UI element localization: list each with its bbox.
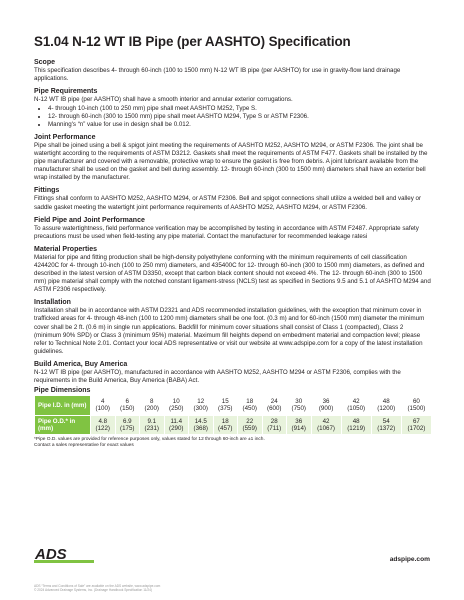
table-cell <box>116 416 140 435</box>
logo-text: ADS <box>35 546 67 563</box>
table-cell <box>214 396 238 415</box>
cell-mm: (122) <box>95 424 110 432</box>
legal-text <box>34 584 160 592</box>
row-header: Pipe I.D. in (mm) <box>35 396 90 415</box>
table-cell <box>372 416 401 435</box>
table-cell <box>165 396 189 415</box>
cell-mm: (559) <box>242 424 257 432</box>
cell-inches: 42 <box>322 417 330 425</box>
cell-mm: (450) <box>242 405 257 413</box>
pipe-dimensions-table <box>34 395 432 435</box>
installation-text: Installation shall be in accordance with ASTM D2321 and ADS recommended installation guidelines, with the exception that minimum cover in trafficked areas for 4- through 48-inch (100 to 1200 mm) diameters shall be one foot. (0.3 m) and for 60-inch (1500 mm) diameter the minimum cover shall be 2 ft. (0.6 m) in single run applications. Backfill for minimum cover situations shall consist of Class 1 (compacted), Class 2 (minimum 90% SPD) or Class 3 (minimum 95%) material. Maximum fill heights depend on embedment material and compaction level; please refer to Technical Note 2.01. Contact your local ADS representative or visit our website at www.adspipe.com for a copy of the latest installation guidelines. <box>34 307 425 355</box>
cell-mm: (200) <box>144 405 159 413</box>
cell-inches: 9.1 <box>147 417 157 425</box>
table-cell <box>189 396 213 415</box>
joint-performance-text: Pipe shall be joined using a bell & spigot joint meeting the requirements of AASHTO M252, AASHTO M294, or ASTM F2306. The joint shall be watertight according to the requirements of ASTM D3212. Gaskets shall meet the requirements of ASTM F477. Gaskets shall be installed by the pipe manufacturer and covered with a removable, protective wrap to ensure the gasket is free from debris. A joint lubricant available from the manufacturer shall be used on the gasket and bell during assembly. 12- through 60-inch (300 to 1500 mm) diameters shall have an exterior bell wrap installed by the manufacturer. <box>34 142 428 182</box>
ads-logo <box>34 546 94 568</box>
cell-inches: 11.4 <box>170 417 183 425</box>
cell-inches: 24 <box>270 398 278 406</box>
pipe-dimensions-heading: Pipe Dimensions <box>34 387 91 395</box>
cell-inches: 42 <box>352 398 360 406</box>
cell-inches: 10 <box>172 398 180 406</box>
list-item: • Manning's “n” value for use in design shall be 0.012. <box>48 121 432 129</box>
cell-inches: 36 <box>295 417 303 425</box>
cell-mm: (600) <box>267 405 282 413</box>
row-header: Pipe O.D.* in (mm) <box>35 416 90 435</box>
table-cell <box>287 416 311 435</box>
cell-mm: (1219) <box>347 424 366 432</box>
pipe-id-row <box>35 396 431 415</box>
table-cell <box>263 396 287 415</box>
website-link[interactable]: adspipe.com <box>389 556 430 563</box>
cell-mm: (1200) <box>377 405 396 413</box>
material-properties-heading: Material Properties <box>34 245 98 253</box>
cell-mm: (231) <box>144 424 159 432</box>
cell-inches: 6 <box>125 398 129 406</box>
cell-inches: 6.9 <box>122 417 132 425</box>
cell-inches: 67 <box>412 417 420 425</box>
cell-mm: (457) <box>218 424 233 432</box>
cell-inches: 54 <box>382 417 390 425</box>
list-item: • 12- through 60-inch (300 to 1500 mm) pipe shall meet AASHTO M294, Type S or ASTM F2306. <box>48 113 432 121</box>
page-title: S1.04 N-12 WT IB Pipe (per AASHTO) Specification <box>34 34 351 49</box>
spec-page <box>34 34 432 449</box>
cell-inches: 4 <box>101 398 105 406</box>
field-performance-text: To assure watertightness, field performance verification may be accomplished by testing in accordance with ASTM F2487. Appropriate safety precautions must be used when field-testing any pipe material. Contact the manufacturer for recommended leakage ratesi <box>34 224 419 240</box>
table-cell <box>402 416 431 435</box>
cell-mm: (1050) <box>347 405 366 413</box>
table-cell <box>116 396 140 415</box>
build-america-text: N-12 WT IB pipe (per AASHTO), manufactured in accordance with AASHTO M252, AASHTO M294 or ASTM F2306, complies with the requirements in the Build America, Buy America (BABA) Act. <box>34 368 401 384</box>
table-cell <box>91 416 115 435</box>
cell-mm: (1067) <box>317 424 335 432</box>
cell-inches: 14.5 <box>194 417 207 425</box>
field-performance-heading: Field Pipe and Joint Performance <box>34 216 145 224</box>
cell-mm: (1702) <box>407 424 426 432</box>
cell-inches: 30 <box>295 398 303 406</box>
scope-text: This specification describes 4- through 60-inch (100 to 1500 mm) N-12 WT IB pipe (per AASHTO) for use in gravity-flow land drainage applications. <box>34 67 401 83</box>
cell-mm: (914) <box>291 424 306 432</box>
table-cell <box>140 416 164 435</box>
installation-heading: Installation <box>34 299 71 307</box>
cell-inches: 4.8 <box>98 417 108 425</box>
table-cell <box>287 396 311 415</box>
cell-mm: (368) <box>193 424 208 432</box>
cell-inches: 8 <box>150 398 154 406</box>
cell-inches: 36 <box>322 398 330 406</box>
fittings-text: Fittings shall conform to AASHTO M252, AASHTO M294, or ASTM F2306. Bell and spigot connections shall utilize a welded bell and valley or saddle gasket meeting the watertight joint performance requirements of AASHTO M252, AASHTO M294, or ASTM F2306. <box>34 195 422 211</box>
cell-inches: 18 <box>221 417 229 425</box>
cell-inches: 28 <box>270 417 278 425</box>
cell-mm: (750) <box>291 405 306 413</box>
pipe-od-row <box>35 416 431 435</box>
cell-inches: 15 <box>221 398 229 406</box>
table-cell <box>140 396 164 415</box>
material-properties-text: Material for pipe and fitting production shall be high-density polyethylene conforming with the minimum requirements of cell classification 424420C for 4- through 10-inch (100 to 250 mm) diameters, and 435400C for 12- through 60-inch (300 to 1500 mm) diameters, as defined and described in the latest version of ASTM D3350, except that carbon black content should not exceed 4%. The 12- through 60-inch (300 to 1500 mm) pipe material shall comply with the notched constant ligament-stress (NCLS) test as specified in Sections 9.5 and 5.1 of AASHTO M294 and ASTM F2306 respectively. <box>34 253 431 294</box>
table-cell <box>342 396 371 415</box>
cell-inches: 12 <box>197 398 205 406</box>
cell-inches: 48 <box>352 417 360 425</box>
cell-mm: (250) <box>169 405 184 413</box>
table-cell <box>342 416 371 435</box>
build-america-heading: Build America, Buy America <box>34 360 128 368</box>
table-cell <box>189 416 213 435</box>
legal-line: ADS “Terms and Conditions of Sale” are available on the ADS website, www.adspipe.com <box>34 584 161 588</box>
cell-mm: (300) <box>193 405 208 413</box>
table-cell <box>238 396 262 415</box>
pipe-requirements-heading: Pipe Requirements <box>34 88 98 96</box>
footnote-line: Contact a sales representative for exact values <box>34 443 134 449</box>
legal-line: © 2024 Advanced Drainage Systems, Inc. (Drainage Handbook Specification 11/24) <box>34 588 152 592</box>
table-cell <box>238 416 262 435</box>
cell-mm: (150) <box>120 405 135 413</box>
cell-mm: (375) <box>218 405 233 413</box>
pipe-requirements-list <box>34 105 432 129</box>
table-cell <box>91 396 115 415</box>
table-cell <box>312 396 341 415</box>
table-cell <box>214 416 238 435</box>
footnote-line: *Pipe O.D. values are provided for reference purposes only, values stated for 12 through 60-inch are ±1 inch. <box>34 437 265 443</box>
cell-mm: (1500) <box>407 405 426 413</box>
fittings-heading: Fittings <box>34 187 60 195</box>
cell-mm: (175) <box>120 424 135 432</box>
cell-mm: (100) <box>95 405 110 413</box>
cell-inches: 18 <box>246 398 254 406</box>
cell-mm: (900) <box>318 405 334 413</box>
joint-performance-heading: Joint Performance <box>34 134 96 141</box>
pipe-requirements-text: N-12 WT IB pipe (per AASHTO) shall have a smooth interior and annular exterior corrugations. <box>34 96 293 104</box>
table-cell <box>165 416 189 435</box>
cell-inches: 48 <box>382 398 390 406</box>
cell-inches: 60 <box>412 398 420 406</box>
cell-mm: (1372) <box>377 424 396 432</box>
table-cell <box>372 396 401 415</box>
table-cell <box>263 416 287 435</box>
cell-mm: (290) <box>169 424 184 432</box>
scope-heading: Scope <box>34 59 56 66</box>
cell-inches: 22 <box>246 417 254 425</box>
dimensions-footnote <box>34 437 432 449</box>
list-item: • 4- through 10-inch (100 to 250 mm) pipe shall meet AASHTO M252, Type S. <box>48 105 432 113</box>
table-cell <box>402 396 431 415</box>
cell-mm: (711) <box>267 424 282 432</box>
table-cell <box>312 416 341 435</box>
